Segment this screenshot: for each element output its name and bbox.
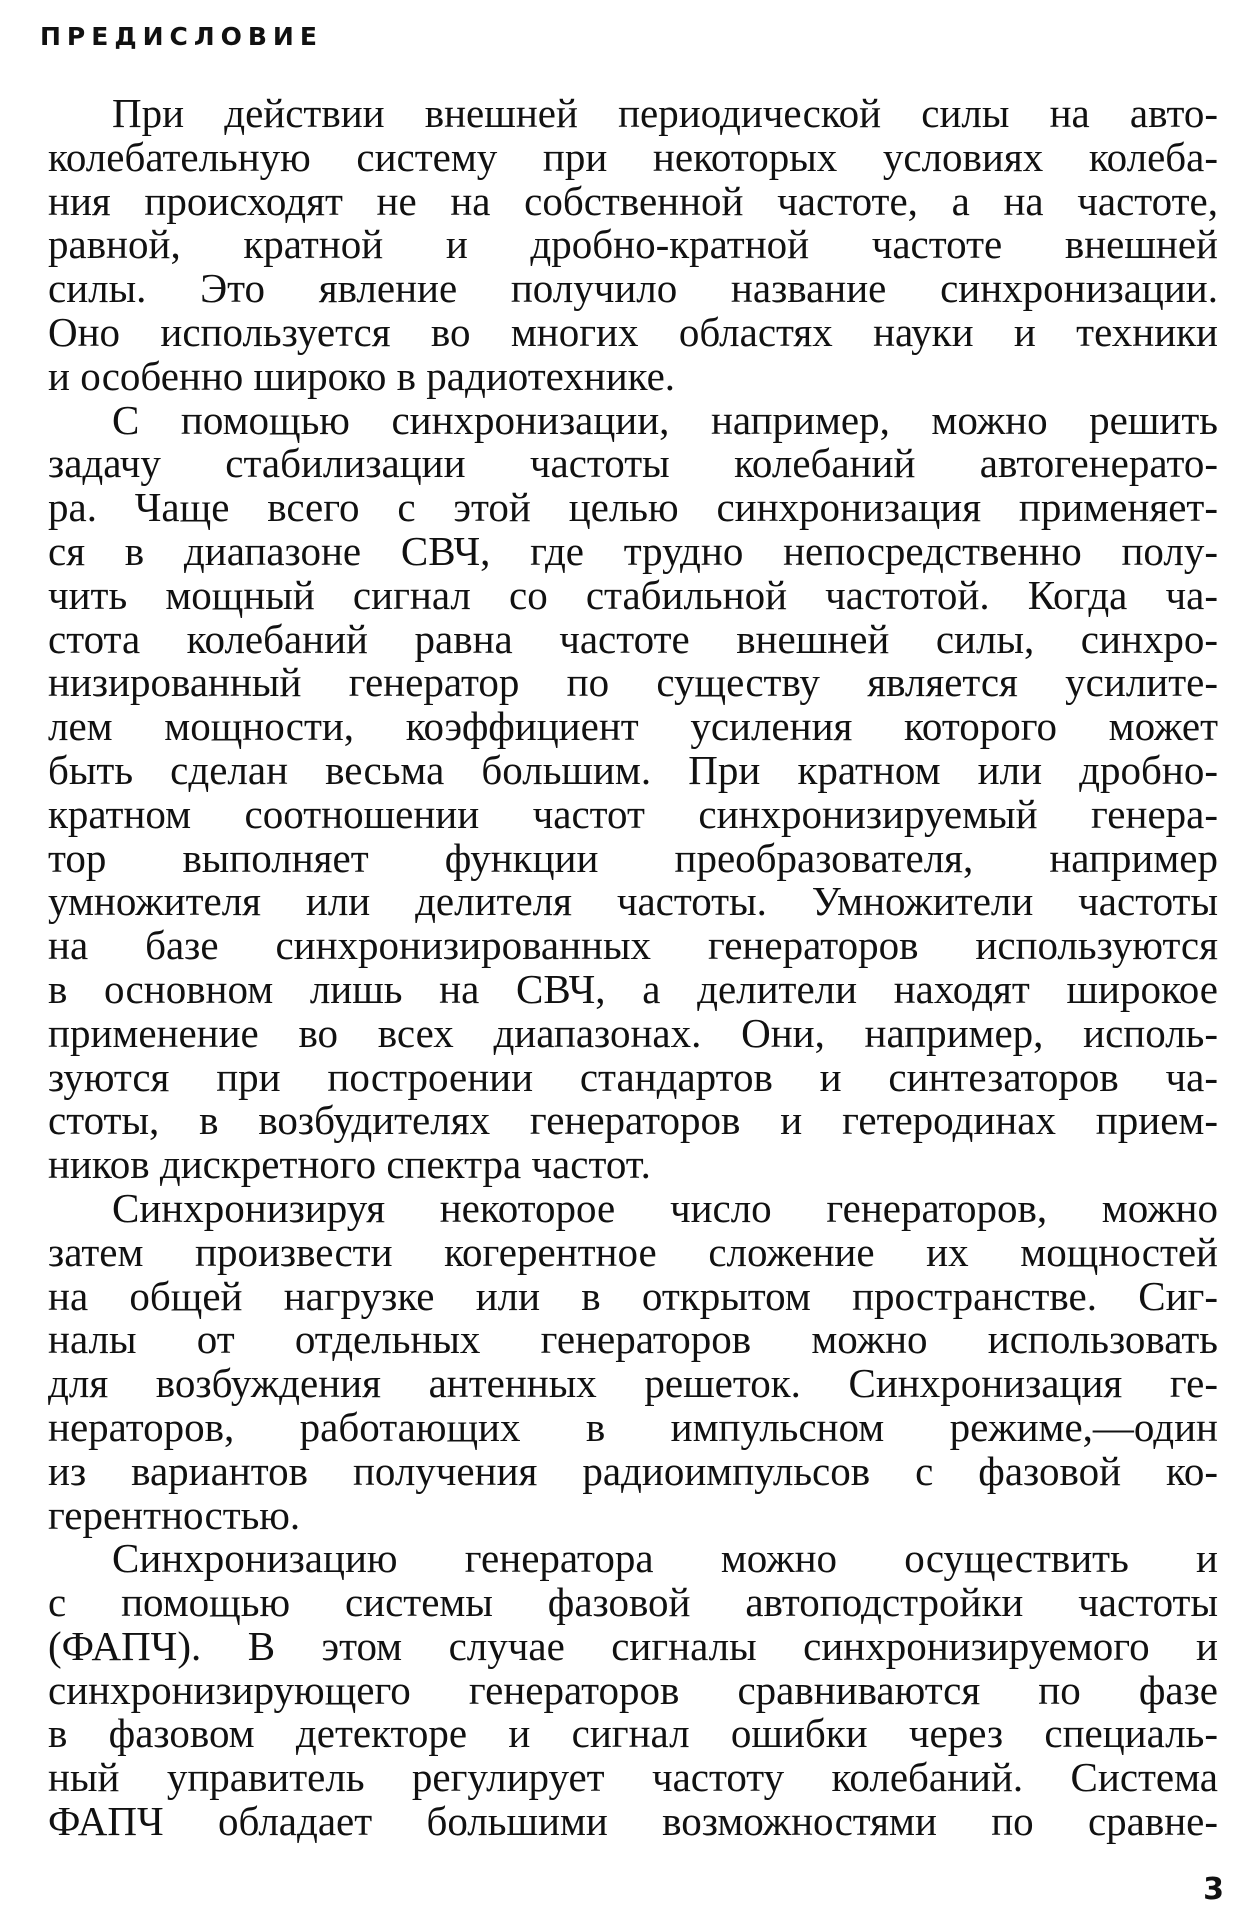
section-heading: ПРЕДИСЛОВИЕ xyxy=(40,22,323,51)
text-line: герентностью. xyxy=(48,1491,301,1538)
text-line: лем мощности, коэффициент усиления которого может xyxy=(48,703,1218,750)
text-line: синхронизирующего генераторов сравниваются по фазе xyxy=(48,1666,1218,1713)
text-line: быть сделан весьма большим. При кратном или дробно- xyxy=(48,746,1218,793)
text-line: силы. Это явление получило название синхронизации. xyxy=(48,265,1218,312)
body-text xyxy=(48,92,1218,1844)
text-line: налы от отдельных генераторов можно использовать xyxy=(48,1316,1218,1363)
text-line: ся в диапазоне СВЧ, где трудно непосредственно полу- xyxy=(48,527,1218,574)
text-line: на базе синхронизированных генераторов используются xyxy=(48,922,1218,969)
text-line: ФАПЧ обладает большими возможностями по сравне- xyxy=(48,1798,1218,1845)
text-line: затем произвести когерентное сложение их мощностей xyxy=(48,1228,1218,1275)
text-line: Синхронизацию генератора можно осуществить и xyxy=(112,1535,1218,1582)
text-line: на общей нагрузке или в открытом пространстве. Сиг- xyxy=(48,1272,1218,1319)
text-line: ра. Чаще всего с этой целью синхронизация применяет- xyxy=(48,484,1218,531)
text-line: зуются при построении стандартов и синтезаторов ча- xyxy=(48,1053,1218,1100)
text-line: умножителя или делителя частоты. Умножители частоты xyxy=(48,878,1218,925)
text-line: нераторов, работающих в импульсном режиме,—один xyxy=(48,1403,1218,1450)
text-line: ный управитель регулирует частоту колебаний. Система xyxy=(48,1754,1218,1801)
text-line: тор выполняет функции преобразователя, например xyxy=(48,834,1218,881)
text-line: чить мощный сигнал со стабильной частотой. Когда ча- xyxy=(48,571,1218,618)
text-line: в основном лишь на СВЧ, а делители находят широкое xyxy=(48,965,1218,1012)
text-line: из вариантов получения радиоимпульсов с фазовой ко- xyxy=(48,1447,1218,1494)
text-line: применение во всех диапазонах. Они, например, исполь- xyxy=(48,1009,1218,1056)
text-line: равной, кратной и дробно-кратной частоте внешней xyxy=(48,221,1218,268)
text-line: кратном соотношении частот синхронизируемый генера- xyxy=(48,790,1218,837)
text-line: для возбуждения антенных решеток. Синхронизация ге- xyxy=(48,1360,1218,1407)
text-line: ния происходят не на собственной частоте, а на частоте, xyxy=(48,177,1218,224)
text-line: При действии внешней периодической силы на авто- xyxy=(112,90,1218,136)
text-line: ников дискретного спектра частот. xyxy=(48,1141,651,1188)
text-line: стота колебаний равна частоте внешней силы, синхро- xyxy=(48,615,1218,662)
text-line: в фазовом детекторе и сигнал ошибки через специаль- xyxy=(48,1710,1218,1757)
text-line: с помощью системы фазовой автоподстройки частоты xyxy=(48,1579,1218,1626)
text-line: стоты, в возбудителях генераторов и гетеродинах прием- xyxy=(48,1097,1218,1144)
page-number: 3 xyxy=(1203,1872,1224,1907)
text-line: (ФАПЧ). В этом случае сигналы синхронизируемого и xyxy=(48,1622,1218,1669)
text-line: Оно используется во многих областях науки и техники xyxy=(48,308,1218,355)
text-line: задачу стабилизации частоты колебаний автогенерато- xyxy=(48,440,1218,487)
text-line: колебательную систему при некоторых условиях колеба- xyxy=(48,133,1218,180)
text-line: Синхронизируя некоторое число генераторов, можно xyxy=(112,1184,1218,1231)
text-line: и особенно широко в радиотехнике. xyxy=(48,352,676,399)
text-line: С помощью синхронизации, например, можно решить xyxy=(112,396,1218,443)
text-line: низированный генератор по существу является усилите- xyxy=(48,659,1218,706)
